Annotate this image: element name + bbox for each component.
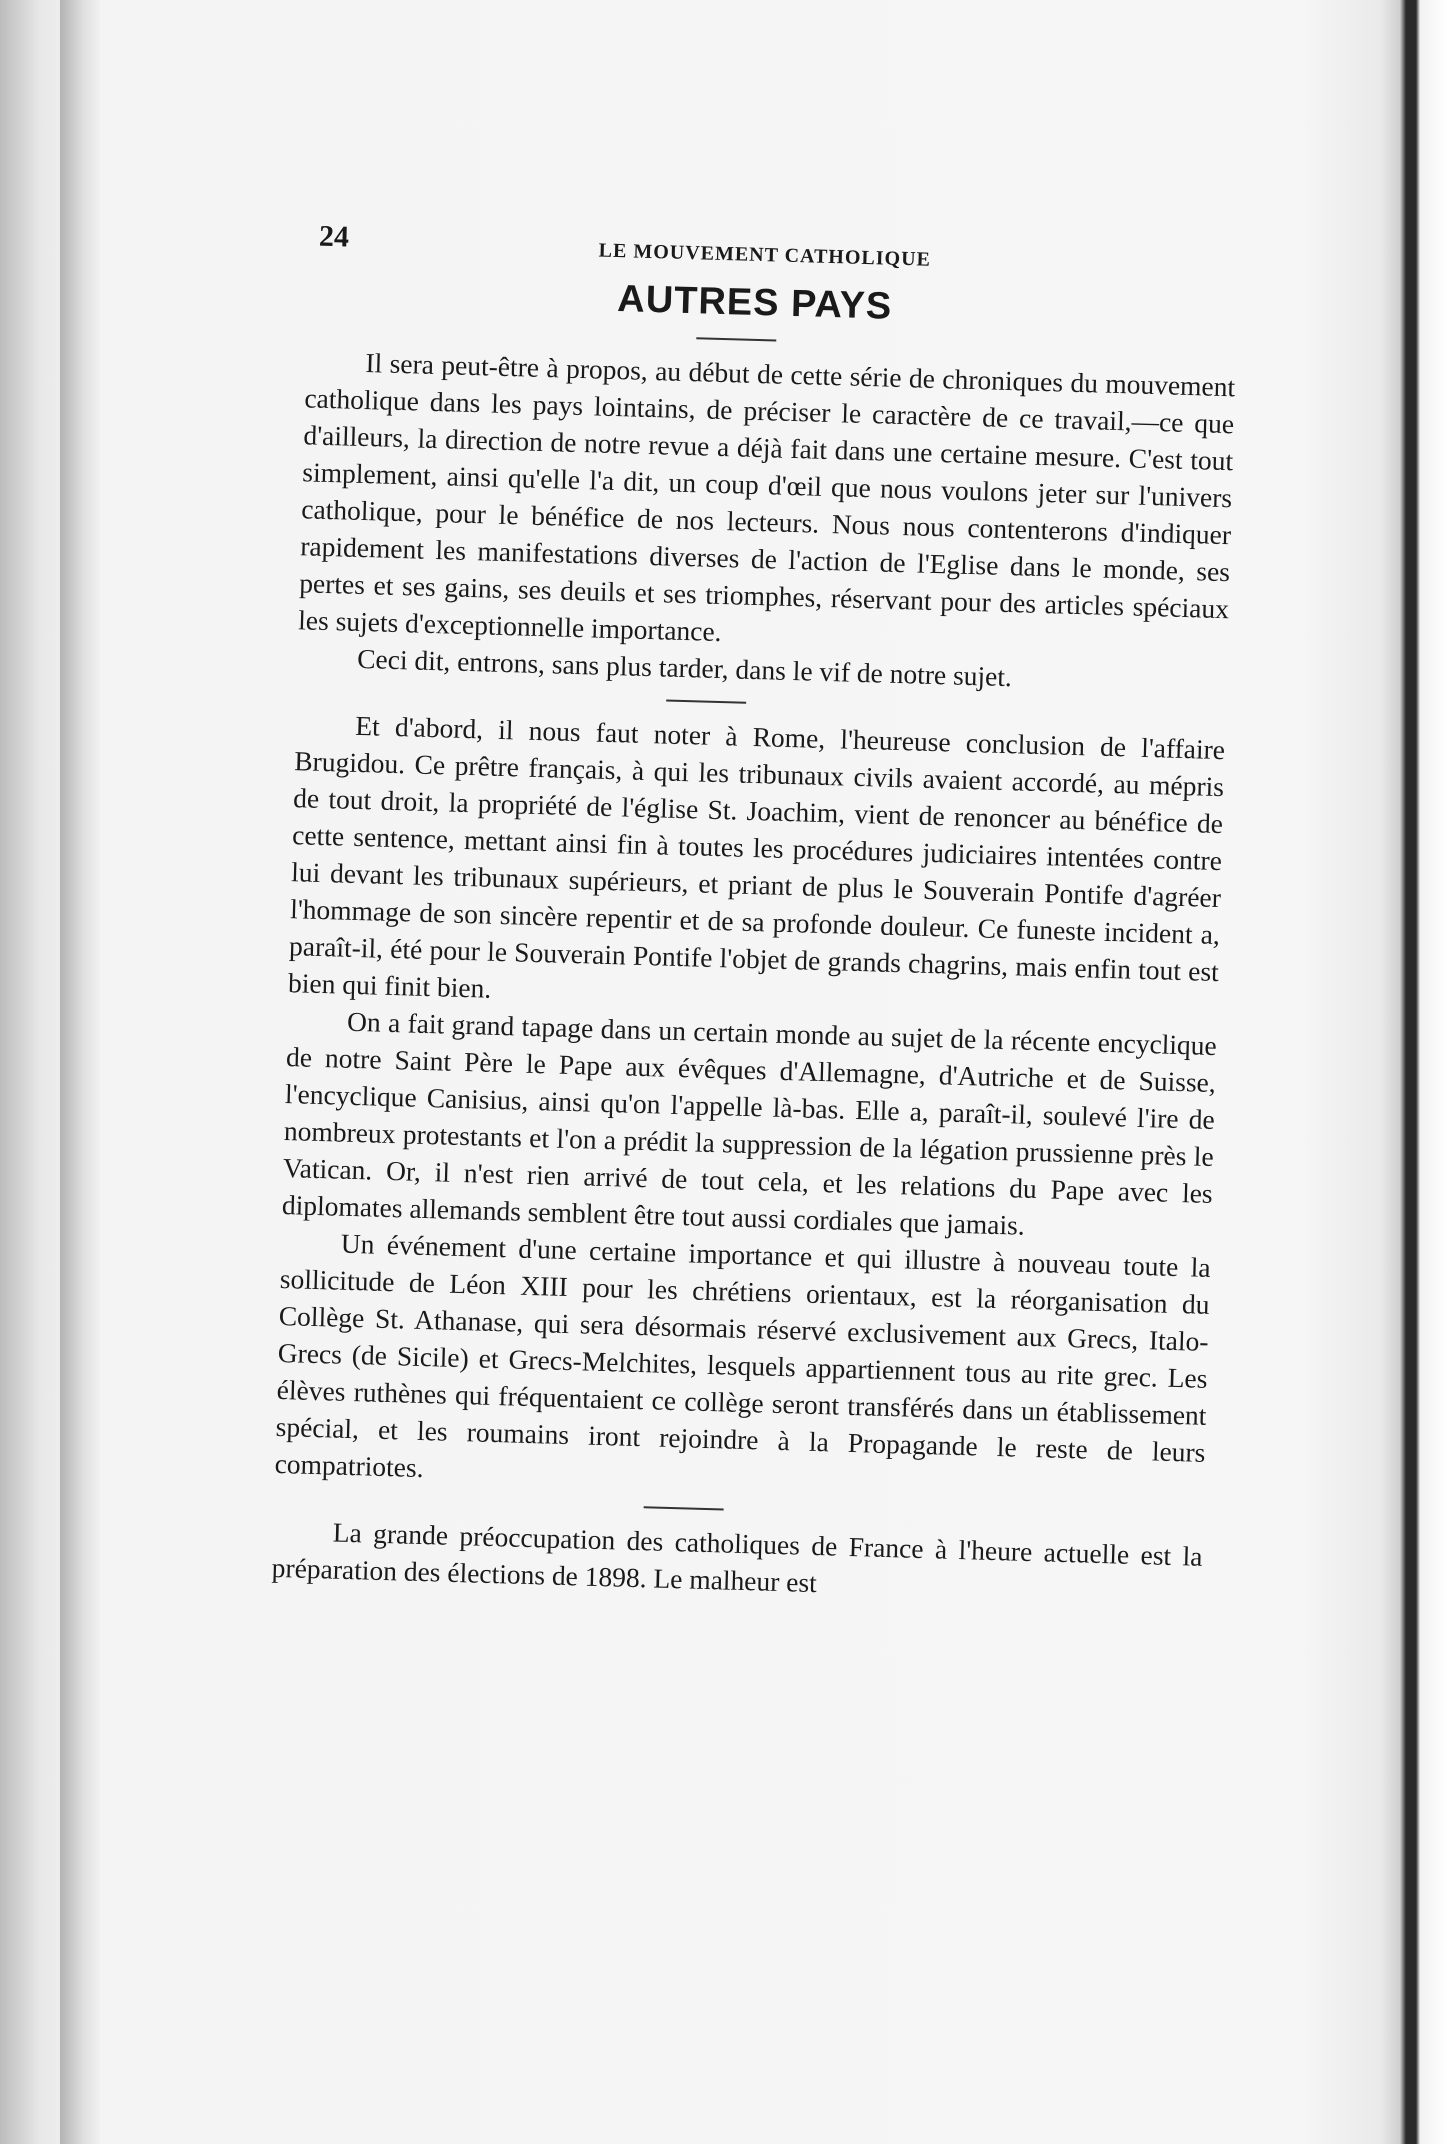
book-page bbox=[207, 200, 1260, 2127]
section-title: AUTRES PAYS bbox=[616, 278, 893, 328]
paragraph-rome: Et d'abord, il nous faut noter à Rome, l'heureuse conclusion de l'affaire Brugidou. Ce prêtre français, à qui les tribunaux civils avaient accordé, au mépris de tout droit, la propriété de l'église St. Joachim, vient de renoncer au bénéfice de cette sentence, mettant ainsi fin à toutes les procédures judiciaires intentées contre lui devant les tribunaux supérieurs, et priant de plus le Souverain Pontife d'agréer l'hommage de son sincère repentir et de sa profonde douleur. Ce funeste incident a, paraît-il, été pour le Souverain Pontife l'objet de grands chagrins, mais enfin tout est bien qui finit bien. bbox=[287, 709, 1226, 1004]
paragraph-divider bbox=[666, 700, 746, 704]
paragraph-france: La grande préoccupation des catholiques de France à l'heure actuelle est la préparation des élections de 1898. Le malheur est bbox=[271, 1516, 1203, 1599]
running-title: LE MOUVEMENT CATHOLIQUE bbox=[598, 239, 932, 271]
paragraph-college: Un événement d'une certaine importance et qui illustre à nouveau toute la sollicitude de Léon XIII pour les chrétiens orientaux, est la réorganisation du Collège St. Athanase, qui sera désormais réservé exclusivement aux Grecs, Italo-Grecs (de Sicile) et Grecs-Melchites, lesquels appartiennent tous au rite grec. Les élèves ruthènes qui fréquentaient ce collège seront transférés dans un établissement spécial, et les roumains iront rejoindre à la Propagande le reste de leurs compatriotes. bbox=[274, 1227, 1211, 1484]
paragraph-divider-2 bbox=[644, 1506, 724, 1510]
section-divider bbox=[696, 337, 776, 341]
paragraph-intro: Il sera peut-être à propos, au début de cette série de chroniques du mouvement catholique dans les pays lointains, de préciser le caractère de ce travail,—ce que d'ailleurs, la direction de notre revue a déjà fait dans une certaine mesure. C'est tout simplement, ainsi qu'elle l'a dit, un coup d'œil que nous voulons jeter sur l'univers catholique, pour le bénéfice de nos lecteurs. Nous nous contenterons d'indiquer rapidement les manifestations diverses de l'action de l'Eglise dans le monde, ses pertes et ses gains, ses deuils et ses triomphes, réservant pour des articles spéciaux les sujets d'exceptionnelle importance. bbox=[297, 347, 1236, 648]
paragraph-encyclique: On a fait grand tapage dans un certain monde au sujet de la récente encyclique de notre Saint Père le Pape aux évêques d'Allemagne, d'Autriche et de Suisse, l'encyclique Canisius, ainsi qu'on l'appelle là-bas. Elle a, paraît-il, soulevé l'ire de nombreux protestants et l'on a prédit la suppression de la légation prussienne près le Vatican. Or, il n'est rien arrivé de tout cela, et les relations du Pape avec les diplomates allemands semblent être tout aussi cordiales que jamais. bbox=[281, 1005, 1218, 1241]
book-gutter bbox=[60, 0, 100, 2144]
page-number: 24 bbox=[318, 219, 350, 254]
paragraph-transition: Ceci dit, entrons, sans plus tarder, dans le vif de notre sujet. bbox=[356, 642, 1013, 693]
running-head bbox=[258, 200, 1259, 288]
